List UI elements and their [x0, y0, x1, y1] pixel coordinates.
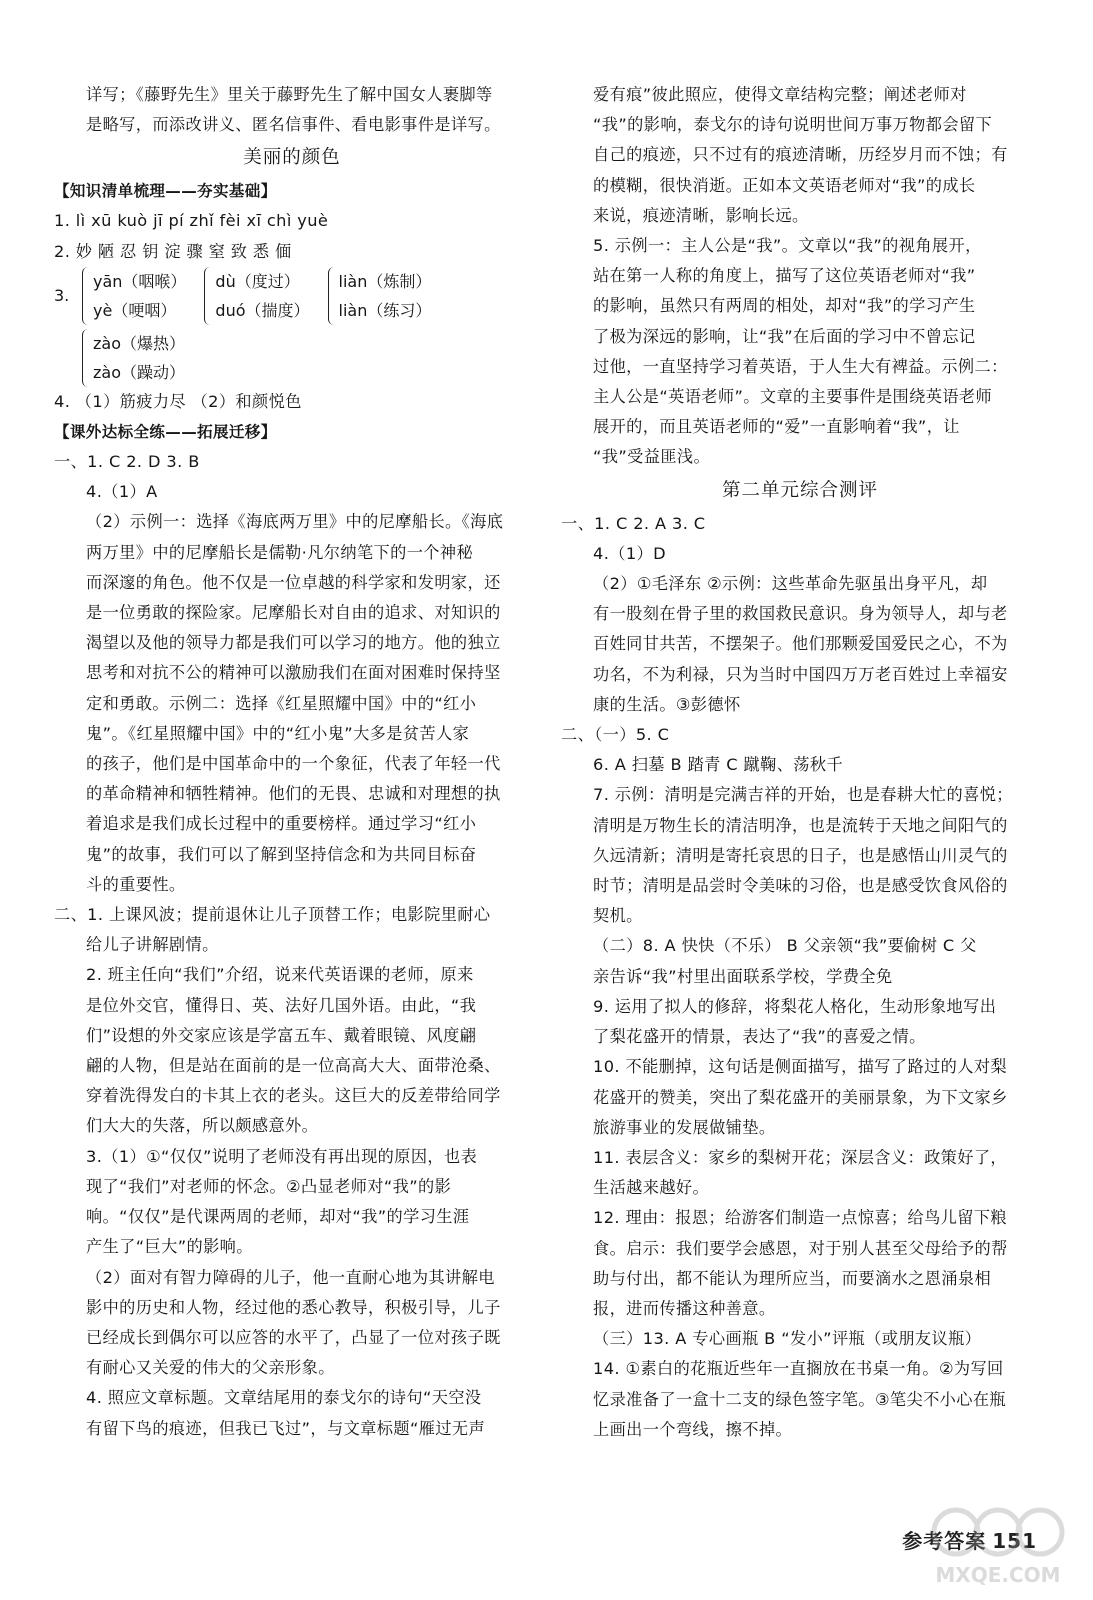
pinyin-item: dù（度过） [215, 271, 300, 291]
pinyin-item: zào（爆热） [93, 333, 185, 353]
text-line: 的影响，虽然只有两周的相处，却对“我”的学习产生 [593, 296, 976, 316]
text-line: 主人公是“英语老师”。文章的主要事件是围绕英语老师 [593, 387, 993, 407]
text-line: 渴望以及他的领导力都是我们可以学习的地方。他的独立 [86, 633, 501, 653]
text-line: 14. ①素白的花瓶近些年一直搁放在书桌一角。②为写回 [593, 1359, 1004, 1379]
pinyin-item: liàn（练习） [338, 300, 432, 320]
text-line: 一、1. C 2. D 3. B [54, 452, 200, 472]
text-line: 久远清新；清明是寄托哀思的日子，也是感悟山川灵气的 [593, 845, 1008, 865]
text-line: 2. 妙 陋 忍 钥 淀 骤 窒 致 悉 偭 [54, 241, 292, 261]
text-line: 响。“仅仅”是代课两周的老师，却对“我”的学习生涯 [86, 1207, 470, 1227]
right-column [561, 80, 1039, 1445]
text-line: 有一股刻在骨子里的救国救民意识。身为领导人，却与老 [593, 604, 1008, 624]
text-line: 过他，一直坚持学习着英语，于人生大有裨益。示例二： [593, 356, 1008, 376]
pinyin-item: liàn（炼制） [338, 271, 432, 291]
text-line: 是位外交官，懂得日、英、法好几国外语。由此，“我 [86, 995, 477, 1015]
text-line: 二、1. 上课风波；提前退休让儿子顶替工作；电影院里耐心 [54, 905, 491, 925]
text-line: 产生了“巨大”的影响。 [86, 1237, 253, 1257]
text-line: 12. 理由：报恩；给游客们制造一点惊喜；给鸟儿留下粮 [593, 1208, 1007, 1228]
text-line: 1. lì xū kuò jī pí zhǐ fèi xī chì yuè [54, 211, 329, 231]
text-line: 助与付出，都不能认为理所应当，而要滴水之恩涌泉相 [593, 1268, 992, 1288]
text-line: “我”受益匪浅。 [593, 447, 711, 467]
text-line: 已经成长到偶尔可以应答的水平了，凸显了一位对孩子既 [86, 1327, 501, 1347]
page-number: 151 [992, 1529, 1037, 1553]
text-line: 忆录准备了一盒十二支的绿色签字笔。③笔尖不小心在瓶 [593, 1389, 1007, 1409]
brace-mark [82, 267, 90, 325]
watermark-logo [926, 1502, 1071, 1592]
text-line: 有留下鸟的痕迹，但我已飞过”，与文章标题“雁过无声 [86, 1418, 486, 1438]
pinyin-group [204, 267, 309, 325]
pinyin-item: yè（哽咽） [93, 300, 177, 320]
text-line: 二、（一）5. C [561, 725, 670, 745]
text-line: （2）示例一：选择《海底两万里》中的尼摩船长。《海底 [86, 512, 504, 532]
text-line: 4.（1）A [86, 482, 158, 502]
pinyin-item: duó（揣度） [215, 300, 310, 320]
text-line: 百姓同甘共苦，不摆架子。他们那颗爱国爱民之心，不为 [593, 634, 1008, 654]
text-line: 的革命精神和牺牲精神。他们的无畏、忠诚和对理想的执 [86, 784, 501, 804]
text-line: 自己的痕迹，只不过有的痕迹清晰，历经岁月而不蚀；有 [593, 145, 1008, 165]
pinyin-item: yān（咽喉） [93, 271, 187, 291]
watermark-text: MXQE.COM [935, 1563, 1061, 1587]
text-line: 有耐心又关爱的伟大的父亲形象。 [86, 1358, 335, 1378]
text-line: 11. 表层含义：家乡的梨树开花；深层含义：政策好了， [593, 1147, 1007, 1167]
text-line: 清明是万物生长的清洁明净，也是流转于天地之间阳气的 [593, 815, 1008, 835]
text-line: 鬼”。《红星照耀中国》中的“红小鬼”大多是贫苦人家 [86, 723, 470, 743]
brace-mark [328, 267, 336, 325]
text-line: 的模糊，很快消逝。正如本文英语老师对“我”的成长 [593, 175, 976, 195]
text-line: 现了“我们”对老师的怀念。②凸显老师对“我”的影 [86, 1176, 452, 1196]
pinyin-question [54, 267, 530, 387]
text-line: 10. 不能删掉，这句话是侧面描写，描写了路过的人对梨 [593, 1057, 1007, 1077]
text-line: 上画出一个弯线，擦不掉。 [593, 1419, 793, 1439]
text-line: 影中的历史和人物，经过他的悉心教导，积极引导，儿子 [86, 1297, 501, 1317]
section-label: 【知识清单梳理——夯实基础】 [54, 182, 277, 201]
text-line: 而深邃的角色。他不仅是一位卓越的科学家和发明家，还 [86, 572, 501, 592]
text-line: 食。启示：我们要学会感恩，对于别人甚至父母给予的帮 [593, 1238, 1008, 1258]
text-line: 们”设想的外交家应该是学富五车、戴着眼镜、风度翩 [86, 1025, 477, 1045]
text-line: 7. 示例：清明是完满吉祥的开始，也是春耕大忙的喜悦； [593, 785, 1013, 805]
text-line: 花盛开的赞美，突出了梨花盛开的美丽景象，为下文家乡 [593, 1087, 1008, 1107]
text-line: 康的生活。③彭德怀 [593, 694, 741, 714]
section-heading: 美丽的颜色 [243, 147, 341, 169]
text-line: 了梨花盛开的情景，表达了“我”的喜爱之情。 [593, 1027, 926, 1047]
text-line: 功名，不为利禄，只为当时中国四万万老百姓过上幸福安 [593, 664, 1008, 684]
text-line: 4. 照应文章标题。文章结尾用的泰戈尔的诗句“天空没 [86, 1388, 482, 1408]
text-line: 斗的重要性。 [86, 874, 186, 894]
text-line: 详写；《藤野先生》里关于藤野先生了解中国女人裹脚等 [86, 85, 493, 104]
brace-mark [204, 267, 212, 325]
brace-mark [82, 329, 90, 387]
section-heading: 第二单元综合测评 [721, 479, 878, 501]
text-line: 9. 运用了拟人的修辞，将梨花人格化，生动形象地写出 [593, 996, 997, 1016]
text-line: 2. 班主任向“我们”介绍，说来代英语课的老师，原来 [86, 965, 474, 985]
text-line: （二）8. A 快快（不乐） B 父亲领“我”要偷树 C 父 [593, 936, 977, 956]
text-line: （2）面对有智力障碍的儿子，他一直耐心地为其讲解电 [86, 1267, 495, 1287]
text-line: 定和勇敢。示例二：选择《红星照耀中国》中的“红小 [86, 693, 477, 713]
text-line: 爱有痕”彼此照应，使得文章结构完整；阐述老师对 [593, 85, 967, 104]
text-line: 亲告诉“我”村里出面联系学校，学费全免 [593, 966, 893, 986]
text-line: 是一位勇敢的探险家。尼摩船长对自由的追求、对知识的 [86, 603, 501, 623]
text-line: （三）13. A 专心画瓶 B “发小”评瓶（或朋友议瓶） [593, 1329, 982, 1349]
footer-label: 参考答案 [902, 1529, 987, 1553]
text-line: 时节；清明是品尝时令美味的习俗，也是感受饮食风俗的 [593, 876, 1008, 896]
text-line: 一、1. C 2. A 3. C [561, 513, 706, 533]
left-column [54, 80, 530, 1444]
text-line: 给儿子讲解剧情。 [86, 935, 219, 955]
text-line: 们大大的失落，所以颇感意外。 [86, 1116, 319, 1136]
text-line: 报，进而传播这种善意。 [593, 1298, 776, 1318]
text-line: 思考和对抗不公的精神可以激励我们在面对困难时保持坚 [86, 663, 501, 683]
text-line: 旅游事业的发展做铺垫。 [593, 1117, 776, 1137]
text-line: 来说，痕迹清晰，影响长远。 [593, 205, 809, 225]
text-line: 5. 示例一：主人公是“我”。文章以“我”的视角展开， [593, 236, 982, 256]
text-line: 展开的，而且英语老师的“爱”一直影响着“我”，让 [593, 417, 960, 437]
text-line: 是略写，而添改讲义、匿名信事件、看电影事件是详写。 [86, 115, 501, 135]
text-line: 鬼”的故事，我们可以了解到坚持信念和为共同目标奋 [86, 844, 477, 864]
section-label: 【课外达标全练——拓展迁移】 [54, 423, 277, 442]
text-line: 着追求是我们成长过程中的重要榜样。通过学习“红小 [86, 814, 477, 834]
text-line: 站在第一人称的角度上，描写了这位英语老师对“我” [593, 266, 976, 286]
text-line: 穿着洗得发白的卡其上衣的老头。这巨大的反差带给同学 [86, 1086, 501, 1106]
question-number: 3. [54, 285, 70, 305]
text-line: 了极为深远的影响，让“我”在后面的学习中不曾忘记 [593, 326, 976, 346]
pinyin-item: zào（躁动） [93, 362, 185, 382]
text-line: 4.（1）D [593, 543, 666, 563]
text-line: 翩的人物，但是站在面前的是一位高高大大、面带沧桑、 [86, 1056, 501, 1076]
pinyin-group [328, 267, 432, 325]
text-line: 契机。 [593, 906, 643, 926]
pinyin-group [82, 329, 512, 387]
text-line: 生活越来越好。 [593, 1178, 710, 1198]
text-line: 4. （1）筋疲力尽 （2）和颜悦色 [54, 391, 302, 411]
text-line: 两万里》中的尼摩船长是儒勒·凡尔纳笔下的一个神秘 [86, 542, 474, 562]
text-line: “我”的影响，泰戈尔的诗句说明世间万事万物都会留下 [593, 115, 993, 135]
text-line: 3.（1）①“仅仅”说明了老师没有再出现的原因，也表 [86, 1146, 478, 1166]
text-line: 6. A 扫墓 B 踏青 C 蹴鞠、荡秋千 [593, 755, 844, 775]
text-line: （2）①毛泽东 ②示例：这些革命先驱虽出身平凡，却 [593, 574, 988, 594]
pinyin-group [82, 267, 186, 325]
text-line: 的孩子，他们是中国革命中的一个象征，代表了年轻一代 [86, 754, 501, 774]
